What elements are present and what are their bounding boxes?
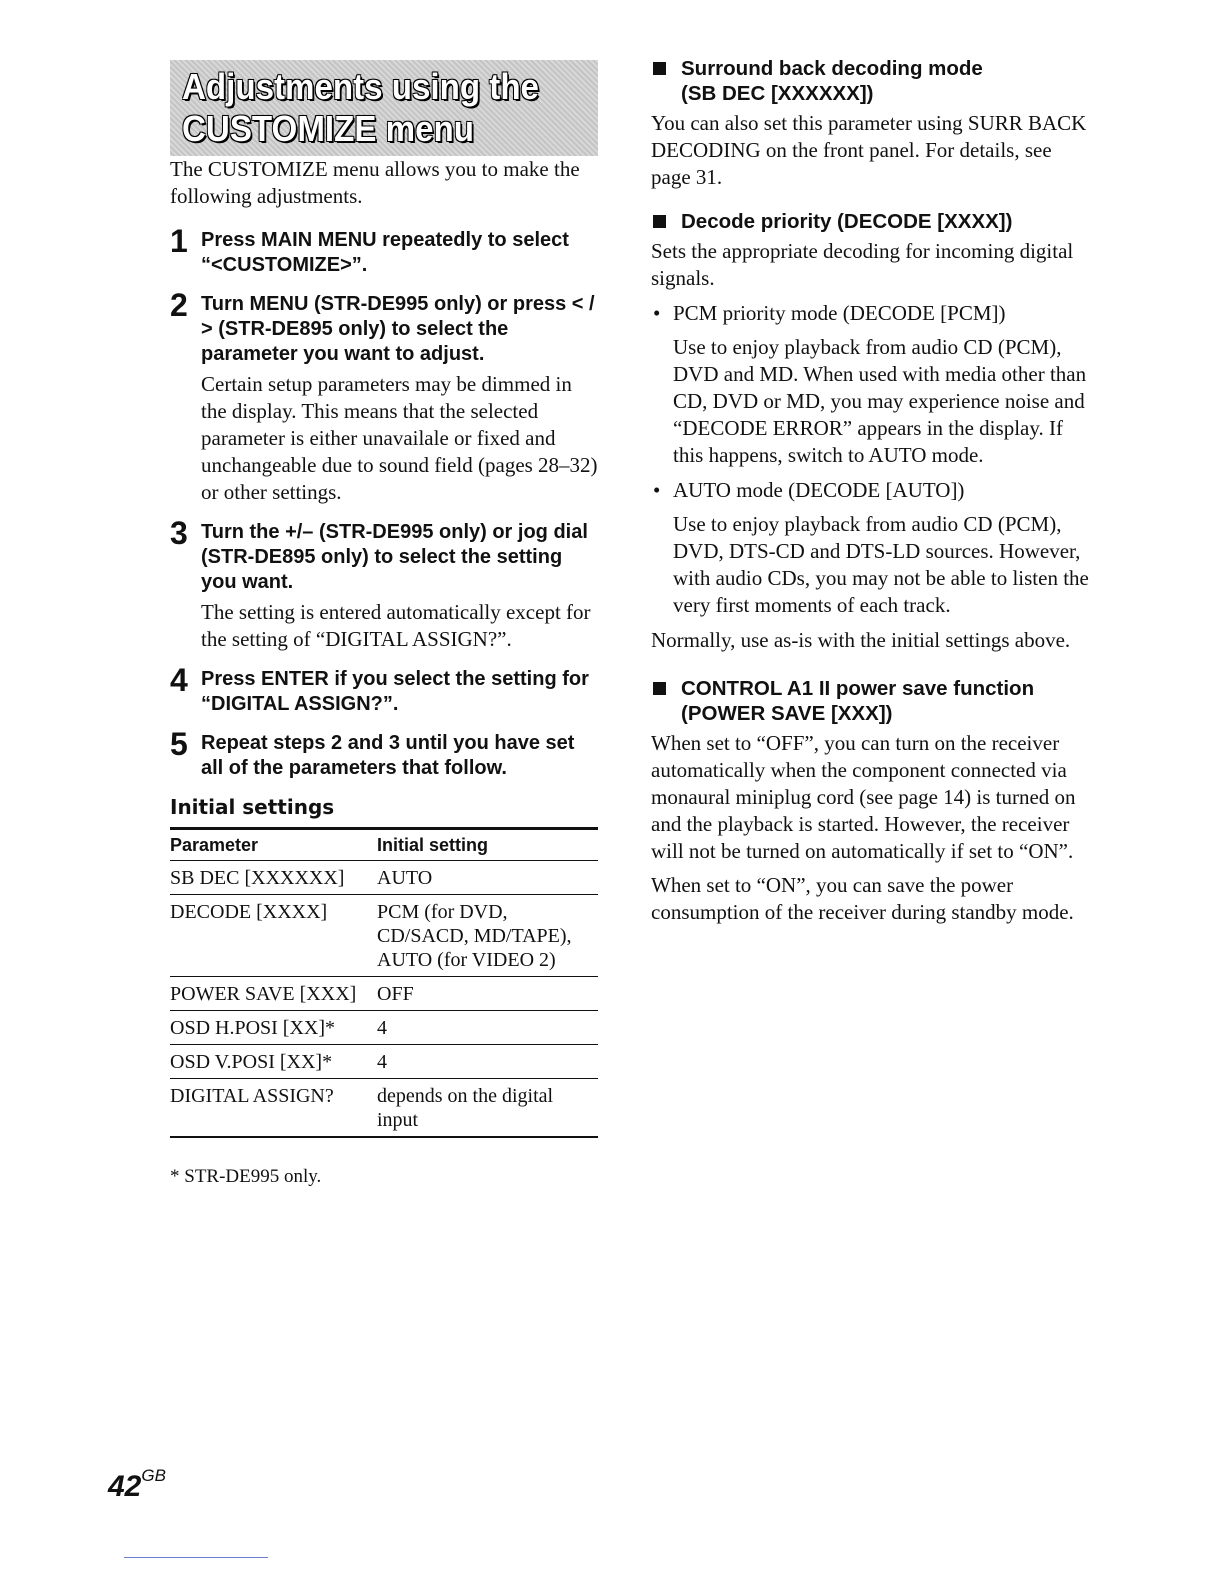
sb-dec-heading-line-1: Surround back decoding mode [681,57,983,80]
step-heading: Press ENTER if you select the setting for “DIGITAL ASSIGN?”. [201,668,589,715]
setting-cell: depends on the digital input [377,1079,598,1138]
parameter-cell: POWER SAVE [XXX] [170,977,377,1011]
power-save-heading [651,676,1091,726]
decode-heading-text: Decode priority (DECODE [XXXX]) [681,210,1013,233]
parameter-cell: DIGITAL ASSIGN? [170,1079,377,1138]
step-number: 1 [170,223,188,259]
square-bullet-icon [653,682,666,695]
pcm-priority-bullet [651,300,1091,327]
setting-cell: 4 [377,1011,598,1045]
normally-text: Normally, use as-is with the initial settings above. [651,628,1071,652]
step-number: 3 [170,515,188,551]
footnote: * STR-DE995 only. [170,1166,322,1187]
step-heading: Turn MENU (STR-DE995 only) or press < / > (STR-DE895 only) to select the parameter you want to adjust. [201,293,595,365]
setting-cell: 4 [377,1045,598,1079]
sb-dec-text: You can also set this parameter using SURR BACK DECODING on the front panel. For details, see page 31. [651,111,1087,189]
column-header-setting: Initial setting [377,829,598,861]
decode-heading [651,209,1091,234]
parameter-cell: OSD V.POSI [XX]* [170,1045,377,1079]
table-row [170,861,598,895]
step-number: 2 [170,287,188,323]
decode-text: Sets the appropriate decoding for incoming digital signals. [651,239,1074,290]
initial-settings-heading: Initial settings [170,795,335,819]
bullet-dot-icon: • [653,478,661,502]
table-row [170,1011,598,1045]
auto-mode-description: Use to enjoy playback from audio CD (PCM), DVD, DTS-CD and DTS-LD sources. However, with audio CDs, you may not be able to listen the very first moments of each track. [673,512,1089,617]
intro-text: The CUSTOMIZE menu allows you to make the following adjustments. [170,157,580,208]
parameter-cell: DECODE [XXXX] [170,895,377,977]
square-bullet-icon [653,215,666,228]
page-number-suffix: GB [141,1466,166,1485]
step-3 [170,515,600,653]
step-heading: Repeat steps 2 and 3 until you have set all of the parameters that follow. [201,732,575,779]
step-heading: Turn the +/– (STR-DE995 only) or jog dial (STR-DE895 only) to select the setting you want. [201,521,588,593]
page-title-line-1: Adjustments using the [182,66,539,107]
step-description: Certain setup parameters may be dimmed in the display. This means that the selected parameter is either unavailale or fixed and unchangeable due to sound field (pages 28–32) or other settings. [201,372,598,504]
step-number: 5 [170,726,188,762]
step-number: 4 [170,662,188,698]
step-heading: Press MAIN MENU repeatedly to select “<CUSTOMIZE>”. [201,229,569,276]
table-row [170,1045,598,1079]
page-number [108,1466,166,1504]
setting-cell: PCM (for DVD, CD/SACD, MD/TAPE), AUTO (for VIDEO 2) [377,895,598,977]
bottom-divider [124,1557,268,1558]
auto-mode-label: AUTO mode (DECODE [AUTO]) [673,478,965,502]
table-row [170,895,598,977]
left-column [170,60,600,1188]
step-description: The setting is entered automatically except for the setting of “DIGITAL ASSIGN?”. [201,600,591,651]
power-save-text-1: When set to “OFF”, you can turn on the receiver automatically when the component connected via monaural miniplug cord (see page 14) is turned on and the playback is started. However, the receiver will not be turned on automatically if set to “ON”. [651,731,1076,863]
step-1 [170,223,600,278]
step-2 [170,287,600,506]
sb-dec-heading-line-2: (SB DEC [XXXXXX]) [681,82,874,105]
pcm-priority-label: PCM priority mode (DECODE [PCM]) [673,301,1006,325]
table-row [170,1079,598,1138]
initial-settings-table [170,827,598,1138]
power-save-heading-line-2: (POWER SAVE [XXX]) [681,702,893,725]
setting-cell: AUTO [377,861,598,895]
sb-dec-heading [651,56,1091,106]
table-row [170,977,598,1011]
step-4 [170,662,600,717]
power-save-heading-line-1: CONTROL A1 II power save function [681,677,1035,700]
parameter-cell: SB DEC [XXXXXX] [170,861,377,895]
pcm-priority-description: Use to enjoy playback from audio CD (PCM), DVD and MD. When used with media other than CD, DVD or MD, you may experience noise and “DECODE ERROR” appears in the display. If this happens, switch to AUTO mode. [673,335,1087,467]
square-bullet-icon [653,62,666,75]
auto-mode-bullet [651,477,1091,504]
setting-cell: OFF [377,977,598,1011]
section-title-banner [170,60,598,156]
table-header-row [170,829,598,861]
right-column [651,56,1091,926]
power-save-text-2: When set to “ON”, you can save the power consumption of the receiver during standby mode. [651,873,1074,924]
column-header-parameter: Parameter [170,829,377,861]
parameter-cell: OSD H.POSI [XX]* [170,1011,377,1045]
page-title-line-2: CUSTOMIZE menu [182,108,474,149]
page-number-value: 42 [108,1470,142,1503]
bullet-dot-icon: • [653,301,661,325]
step-5 [170,726,600,781]
